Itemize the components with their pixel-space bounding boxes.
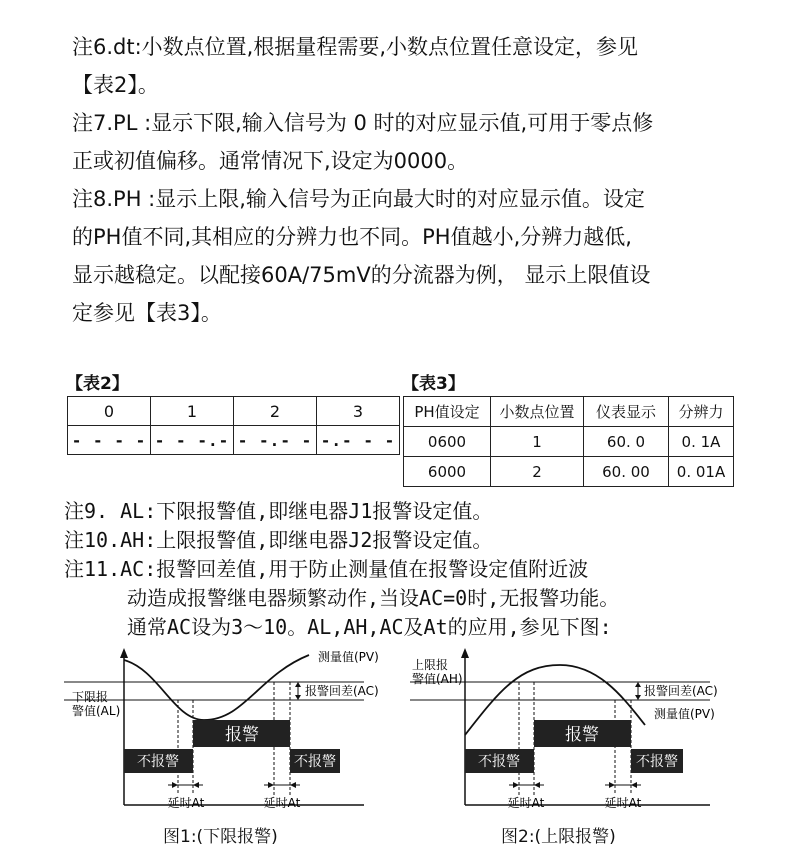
table2-pattern-3: -.- - -: [317, 426, 400, 455]
table2-caption: 【表2】: [66, 374, 129, 394]
note-8-line-3: 显示越稳定。以配接60A/75mV的分流器为例， 显示上限值设: [72, 263, 651, 287]
fig2-pv-label: 测量值(PV): [654, 707, 715, 721]
fig1-no-alarm-right: 不报警: [294, 754, 336, 770]
table2-pattern-0: - - - -: [68, 426, 151, 455]
note-8-line-4: 定参见【表3】。: [72, 301, 222, 325]
figure-2-caption: 图2:(上限报警): [501, 827, 616, 847]
fig2-level-label-2: 警值(AH): [412, 672, 463, 686]
table2-header-1: 1: [151, 397, 234, 426]
table3-cell: 0600: [404, 427, 491, 457]
fig1-no-alarm-left: 不报警: [137, 754, 179, 770]
fig1-pv-label: 测量值(PV): [318, 650, 379, 664]
table3-cell: 0. 1A: [669, 427, 734, 457]
fig2-alarm-label: 报警: [565, 725, 599, 745]
fig1-level-label-2: 警值(AL): [72, 704, 121, 718]
note-6-line-1: 注6.dt:小数点位置,根据量程需要,小数点位置任意设定，参见: [72, 35, 639, 59]
note-11-line-1: 注11.AC:报警回差值,用于防止测量值在报警设定值附近波: [64, 557, 589, 581]
fig1-alarm-label: 报警: [225, 725, 259, 745]
fig2-hys-label: 报警回差(AC): [644, 684, 718, 698]
note-6-line-2: 【表2】。: [72, 73, 159, 97]
table2-header-2: 2: [234, 397, 317, 426]
table2-pattern-2: - -.- -: [234, 426, 317, 455]
note-7-line-2: 正或初值偏移。通常情况下,设定为0000。: [72, 149, 469, 173]
table2-header-3: 3: [317, 397, 400, 426]
table3-caption: 【表3】: [402, 374, 465, 394]
table-row: [68, 397, 400, 426]
fig2-no-alarm-right: 不报警: [636, 754, 678, 770]
note-11-line-3: 通常AC设为3～10。AL,AH,AC及At的应用,参见下图:: [127, 615, 612, 639]
table3-header-0: PH值设定: [404, 397, 491, 427]
note-10: 注10.AH:上限报警值,即继电器J2报警设定值。: [64, 528, 493, 552]
table3-cell: 1: [491, 427, 584, 457]
note-8-line-2: 的PH值不同,其相应的分辨力也不同。PH值越小,分辨力越低,: [72, 225, 632, 249]
table2-pattern-1: - - -.-: [151, 426, 234, 455]
table3-header-1: 小数点位置: [491, 397, 584, 427]
fig2-level-label-1: 上限报: [412, 658, 449, 672]
table3: [403, 396, 734, 487]
figure-1-low-alarm: [64, 645, 404, 820]
table-row: [404, 397, 734, 427]
fig2-delay-right: 延时At: [604, 796, 642, 810]
table-row: [404, 457, 734, 487]
table3-cell: 60. 0: [584, 427, 669, 457]
table3-cell: 0. 01A: [669, 457, 734, 487]
table3-header-2: 仪表显示: [584, 397, 669, 427]
fig2-no-alarm-left: 不报警: [478, 754, 520, 770]
fig1-delay-left: 延时At: [167, 796, 205, 810]
table3-cell: 60. 00: [584, 457, 669, 487]
note-9: 注9. AL:下限报警值,即继电器J1报警设定值。: [64, 499, 493, 523]
figure-1-caption: 图1:(下限报警): [163, 827, 278, 847]
fig1-level-label-1: 下限报: [72, 690, 109, 704]
fig2-delay-left: 延时At: [507, 796, 545, 810]
table2: [67, 396, 400, 455]
fig1-hys-label: 报警回差(AC): [305, 684, 379, 698]
table3-cell: 2: [491, 457, 584, 487]
table-row: [404, 427, 734, 457]
table-row: [68, 426, 400, 455]
table3-header-3: 分辨力: [669, 397, 734, 427]
table3-cell: 6000: [404, 457, 491, 487]
note-11-line-2: 动造成报警继电器频繁动作,当设AC=0时,无报警功能。: [127, 586, 620, 610]
table2-header-0: 0: [68, 397, 151, 426]
figure-2-high-alarm: [410, 645, 750, 820]
fig1-delay-right: 延时At: [263, 796, 301, 810]
note-8-line-1: 注8.PH :显示上限,输入信号为正向最大时的对应显示值。设定: [72, 187, 645, 211]
note-7-line-1: 注7.PL :显示下限,输入信号为 0 时的对应显示值,可用于零点修: [72, 111, 654, 135]
